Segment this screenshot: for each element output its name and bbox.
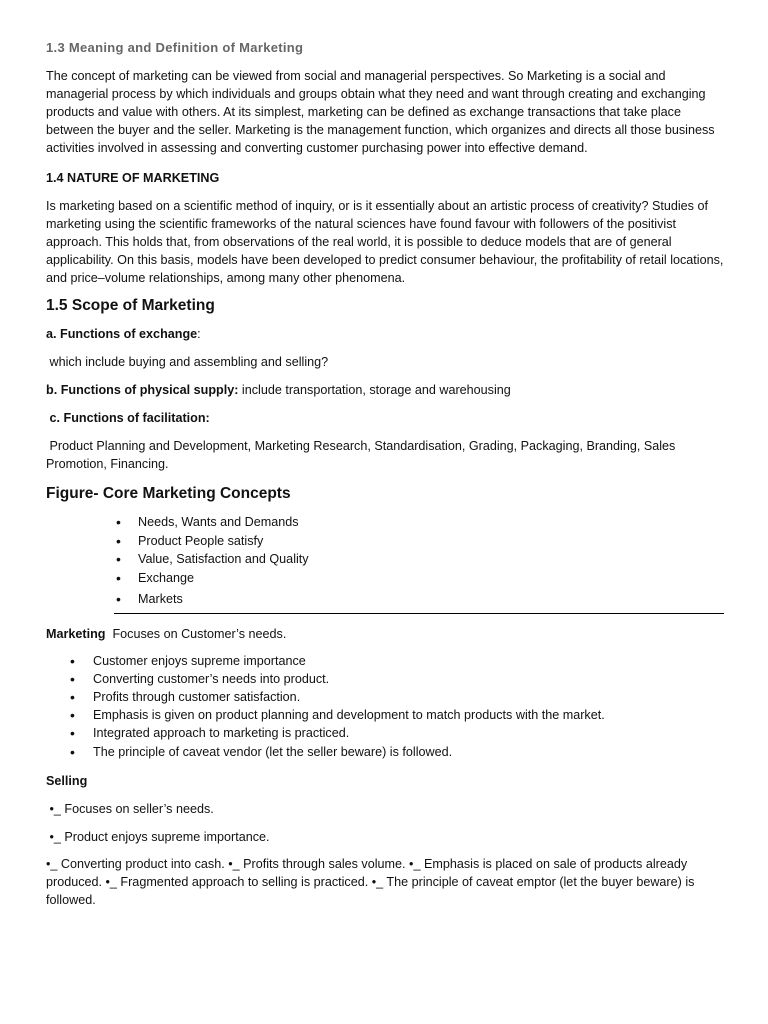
scope-item-a-body: which include buying and assembling and selling? <box>46 355 329 369</box>
section-heading-1-3: 1.3 Meaning and Definition of Marketing <box>46 40 304 55</box>
marketing-line <box>46 625 726 643</box>
scope-item-a-label: a. Functions of exchange <box>46 327 198 341</box>
list-item: • Integrated approach to marketing is practiced. <box>46 724 726 742</box>
core-concepts-list <box>46 513 726 609</box>
document-page <box>46 40 726 909</box>
paragraph-1-3: The concept of marketing can be viewed from social and managerial perspectives. So Marketing is a social and managerial process by which individuals and groups obtain what they need and want through creating and exchanging products and value with others. At its simplest, marketing can be defined as exchange transactions that take place between the buyer and the seller. Marketing is the management function, which organizes and directs all those business activities involved in assessing and converting customer purchasing power into effective demand. <box>46 69 715 155</box>
selling-label: Selling <box>46 773 88 788</box>
marketing-label: Marketing <box>46 626 106 641</box>
scope-item-b-label: b. Functions of physical supply: <box>46 383 239 397</box>
list-item: • Needs, Wants and Demands <box>46 513 726 532</box>
figure-heading: Figure- Core Marketing Concepts <box>46 485 291 502</box>
list-item: • Emphasis is given on product planning and development to match products with the market. <box>46 706 726 724</box>
list-item: • Markets <box>46 590 726 609</box>
list-item: • Converting customer’s needs into product. <box>46 670 726 688</box>
scope-item-b-body: include transportation, storage and warehousing <box>238 383 511 397</box>
figure-divider <box>114 609 724 614</box>
list-item: • Customer enjoys supreme importance <box>46 652 726 670</box>
selling-line-2: •_ Product enjoys supreme importance. <box>46 829 270 844</box>
selling-line-3: •_ Converting product into cash. •_ Profits through sales volume. •_ Emphasis is placed on sale of products already produced. •_ Fragmented approach to selling is practiced. •_ The principle of caveat emptor (let the buyer beware) is followed. <box>46 856 695 907</box>
scope-item-a-colon: : <box>197 327 201 341</box>
section-heading-1-4: 1.4 NATURE OF MARKETING <box>46 171 220 185</box>
list-item: • Product People satisfy <box>46 532 726 551</box>
list-item: • The principle of caveat vendor (let the seller beware) is followed. <box>46 743 726 761</box>
list-item: • Value, Satisfaction and Quality <box>46 550 726 569</box>
marketing-list <box>46 652 726 761</box>
marketing-text: Focuses on Customer’s needs. <box>105 626 287 641</box>
list-item: • Exchange <box>46 569 726 588</box>
scope-item-a <box>46 325 726 343</box>
selling-line-1: •_ Focuses on seller’s needs. <box>46 801 214 816</box>
scope-item-b <box>46 381 726 399</box>
paragraph-1-4: Is marketing based on a scientific method of inquiry, or is it essentially about an artistic process of creativity? Studies of marketing using the scientific frameworks of the natural sciences have found favour with followers of the positivist approach. This holds that, from observations of the real world, it is possible to deduce models that are of general applicability. On this basis, models have been developed to predict consumer behaviour, the profitability of retail locations, and price–volume relationships, among many other phenomena. <box>46 199 724 285</box>
scope-item-c-label: c. Functions of facilitation: <box>46 411 210 425</box>
scope-item-c-body: Product Planning and Development, Marketing Research, Standardisation, Grading, Packaging, Branding, Sales Promotion, Financing. <box>46 439 679 471</box>
list-item: • Profits through customer satisfaction. <box>46 688 726 706</box>
section-heading-1-5: 1.5 Scope of Marketing <box>46 297 215 314</box>
